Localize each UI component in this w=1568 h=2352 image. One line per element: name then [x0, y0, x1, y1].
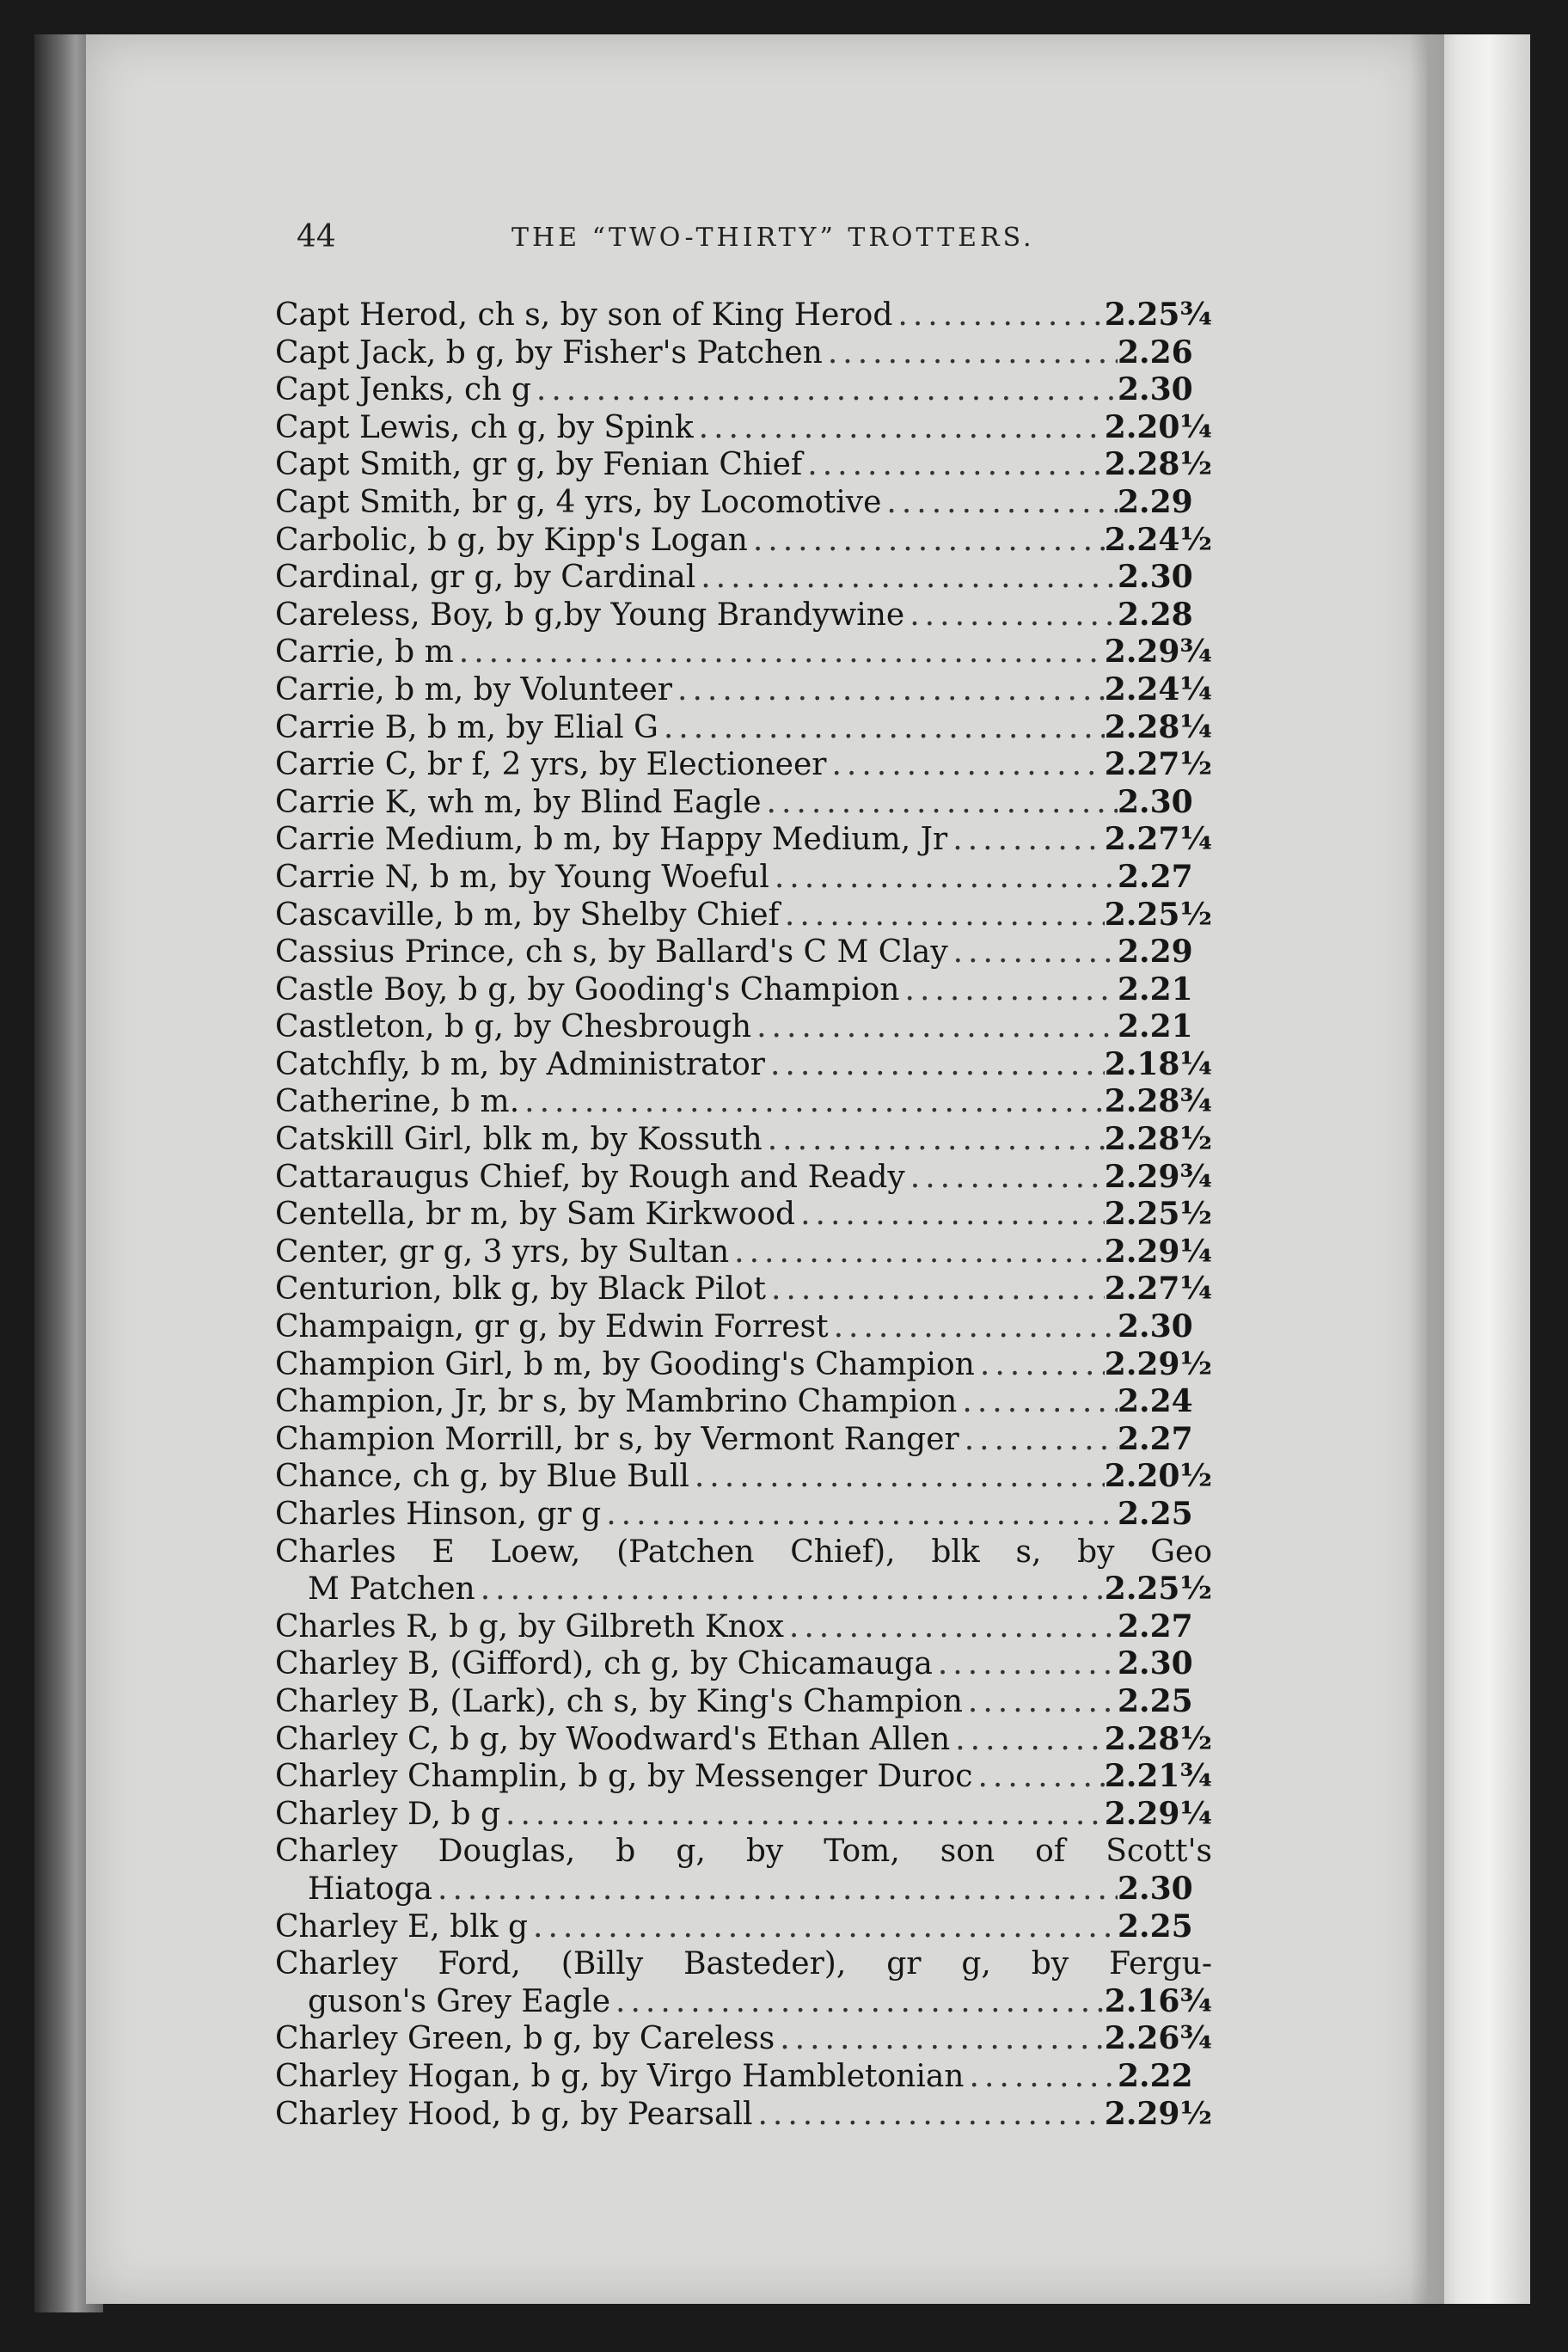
entry-name: Champion Girl, b m, by Gooding's Champion	[275, 1346, 975, 1382]
dot-leader	[823, 334, 1118, 372]
trotter-entry	[275, 1121, 1212, 1159]
trotter-entry	[275, 1458, 1212, 1496]
entry-name: Center, gr g, 3 yrs, by Sultan	[275, 1234, 730, 1270]
entry-name: Cardinal, gr g, by Cardinal	[275, 560, 696, 596]
dot-leader	[933, 1645, 1118, 1683]
trotter-entry	[275, 1908, 1212, 1946]
entry-name: Carbolic, b g, by Kipp's Logan	[275, 522, 748, 558]
entry-name: Capt Jack, b g, by Fisher's Patchen	[275, 334, 823, 371]
entry-time: 2.25	[1118, 1496, 1193, 1532]
entry-time: 2.29¾	[1104, 1158, 1212, 1195]
entry-name: Cattaraugus Chief, by Rough and Ready	[275, 1159, 905, 1195]
entry-name: Champion, Jr, br s, by Mambrino Champion	[275, 1384, 958, 1420]
dot-leader	[900, 971, 1118, 1009]
dot-leader	[972, 1758, 1104, 1796]
entry-time: 2.29	[1118, 934, 1193, 971]
entry-time: 2.25	[1118, 1682, 1193, 1719]
entry-name-continuation: Hiatoga	[308, 1871, 433, 1907]
trotter-entry	[275, 1383, 1212, 1421]
entry-time: 2.25½	[1104, 1196, 1212, 1233]
trotter-entry	[275, 971, 1212, 1009]
entry-name: Cascaville, b m, by Shelby Chief	[275, 897, 780, 933]
dot-leader	[795, 1196, 1105, 1234]
dot-leader	[975, 1346, 1105, 1384]
dot-leader	[748, 522, 1105, 560]
entry-time: 2.30	[1118, 1308, 1193, 1345]
dot-leader	[904, 597, 1118, 634]
trotter-entry	[275, 1833, 1212, 1908]
entry-name: Chance, ch g, by Blue Bull	[275, 1459, 689, 1495]
entry-name: Champion Morrill, br s, by Vermont Ranger	[275, 1421, 959, 1457]
dot-leader	[959, 1421, 1118, 1459]
trotter-entry	[275, 1008, 1212, 1046]
entry-name: Charles R, b g, by Gilbreth Knox	[275, 1608, 784, 1645]
entry-time: 2.27¼	[1104, 821, 1212, 858]
entry-time: 2.26¾	[1104, 2020, 1212, 2057]
trotter-entry	[275, 784, 1212, 822]
entry-time: 2.25½	[1104, 1571, 1212, 1608]
entry-name: Charley Ford, (Billy Basteder), gr g, by Fergu-	[275, 1946, 1212, 1982]
entry-name: Carrie, b m, by Volunteer	[275, 671, 673, 707]
trotter-entry	[275, 2096, 1212, 2134]
dot-leader	[763, 1121, 1105, 1159]
trotter-entry	[275, 821, 1212, 859]
trotter-entry	[275, 522, 1212, 560]
page-gutter-shadow	[1410, 34, 1444, 2304]
entry-name: Charley E, blk g	[275, 1908, 529, 1945]
dot-leader	[672, 671, 1105, 709]
entry-time: 2.16¾	[1104, 1982, 1212, 2019]
dot-leader	[752, 2096, 1104, 2134]
entry-time: 2.22	[1118, 2057, 1193, 2094]
trotter-entry	[275, 1083, 1212, 1121]
entry-name: Carrie B, b m, by Elial G	[275, 709, 658, 745]
entry-name: Charley B, (Lark), ch s, by King's Champion	[275, 1683, 963, 1719]
dot-leader	[957, 1383, 1118, 1421]
entry-time: 2.18¼	[1104, 1045, 1212, 1082]
entry-name: Castleton, b g, by Chesbrough	[275, 1009, 752, 1045]
entry-name: Carrie K, wh m, by Blind Eagle	[275, 784, 762, 820]
entry-name: Champaign, gr g, by Edwin Forrest	[275, 1309, 829, 1345]
entry-time: 2.24½	[1104, 521, 1212, 558]
entry-name: Charley Green, b g, by Careless	[275, 2021, 775, 2057]
running-title: THE “TWO-THIRTY” TROTTERS.	[511, 223, 1035, 253]
entry-time: 2.21	[1118, 1008, 1193, 1045]
entry-time: 2.29½	[1104, 1345, 1212, 1382]
entry-continuation-line	[275, 1871, 1212, 1908]
trotter-entry	[275, 1796, 1212, 1834]
entry-time: 2.25½	[1104, 896, 1212, 933]
trotter-entry	[275, 1346, 1212, 1384]
entry-name: Capt Smith, br g, 4 yrs, by Locomotive	[275, 484, 882, 520]
dot-leader	[729, 1234, 1105, 1271]
entry-time: 2.27¼	[1104, 1271, 1212, 1308]
dot-leader	[695, 559, 1118, 597]
dot-leader	[947, 821, 1105, 859]
entry-time: 2.20½	[1104, 1458, 1212, 1495]
trotter-entry	[275, 1608, 1212, 1646]
trotter-entry	[275, 1683, 1212, 1721]
trotter-entry	[275, 409, 1212, 447]
entry-name: Carrie, b m	[275, 634, 454, 671]
trotter-entry	[275, 1421, 1212, 1459]
trotter-entry	[275, 2020, 1212, 2058]
dot-leader	[826, 746, 1104, 784]
trotter-entry	[275, 1271, 1212, 1308]
entry-name: Charley Douglas, b g, by Tom, son of Scott's	[275, 1834, 1212, 1870]
dot-leader	[965, 2058, 1118, 2096]
dot-leader	[658, 709, 1105, 747]
entry-time: 2.27	[1118, 858, 1193, 895]
entry-name: Carrie Medium, b m, by Happy Medium, Jr	[275, 822, 948, 858]
entry-time: 2.28	[1118, 596, 1193, 633]
trotter-entry	[275, 709, 1212, 747]
entry-time: 2.30	[1118, 1645, 1193, 1682]
trotter-entry	[275, 1308, 1212, 1346]
trotter-entry	[275, 597, 1212, 634]
entry-name: Centella, br m, by Sam Kirkwood	[275, 1197, 796, 1233]
dot-leader	[694, 409, 1105, 447]
trotter-entry	[275, 634, 1212, 671]
entry-time: 2.30	[1118, 1870, 1193, 1907]
entry-name: Charley D, b g	[275, 1796, 501, 1832]
dot-leader	[751, 1008, 1118, 1046]
dot-leader	[500, 1796, 1105, 1834]
dot-leader	[775, 2020, 1105, 2058]
entry-name: Catskill Girl, blk m, by Kossuth	[275, 1122, 763, 1158]
entry-time: 2.21	[1118, 971, 1193, 1008]
trotter-entry	[275, 446, 1212, 484]
entry-time: 2.26	[1118, 334, 1193, 371]
dot-leader	[475, 1571, 1105, 1608]
dot-leader	[881, 484, 1118, 522]
entry-time: 2.29¼	[1104, 1795, 1212, 1832]
dot-leader	[454, 634, 1105, 671]
trotter-entry	[275, 671, 1212, 709]
entry-continuation-line	[275, 1983, 1212, 2021]
entry-name: Charley B, (Gifford), ch g, by Chicamauga	[275, 1646, 933, 1682]
trotter-entry	[275, 559, 1212, 597]
entry-name: Charley Hood, b g, by Pearsall	[275, 2096, 753, 2132]
trotter-entry	[275, 334, 1212, 372]
entry-time: 2.28¼	[1104, 708, 1212, 745]
dot-leader	[769, 859, 1118, 897]
entry-name: Capt Smith, gr g, by Fenian Chief	[275, 447, 803, 483]
dot-leader	[432, 1871, 1118, 1908]
entry-name: Capt Lewis, ch g, by Spink	[275, 409, 694, 445]
entry-name: Centurion, blk g, by Black Pilot	[275, 1271, 766, 1308]
entry-name: Capt Herod, ch s, by son of King Herod	[275, 297, 893, 333]
entry-name: Careless, Boy, b g,by Young Brandywine	[275, 597, 905, 633]
dot-leader	[689, 1458, 1105, 1496]
entry-time: 2.29¼	[1104, 1233, 1212, 1270]
entry-time: 2.28½	[1104, 1121, 1212, 1158]
entry-name: Charley Hogan, b g, by Virgo Hambletonian	[275, 2058, 965, 2094]
entry-name: Castle Boy, b g, by Gooding's Champion	[275, 971, 900, 1008]
entry-time: 2.30	[1118, 371, 1193, 408]
dot-leader	[528, 1908, 1118, 1946]
entry-name: Charley Champlin, b g, by Messenger Duroc	[275, 1759, 973, 1795]
entry-time: 2.27	[1118, 1608, 1193, 1645]
entry-time: 2.24¼	[1104, 671, 1212, 707]
entry-name: Carrie C, br f, 2 yrs, by Electioneer	[275, 747, 827, 783]
dot-leader	[762, 784, 1118, 822]
entry-time: 2.25	[1118, 1908, 1193, 1945]
trotter-entry	[275, 859, 1212, 897]
entry-time: 2.27	[1118, 1420, 1193, 1457]
dot-leader	[766, 1271, 1105, 1308]
entry-time: 2.28¾	[1104, 1083, 1212, 1120]
page-number: 44	[297, 219, 336, 254]
entry-name: Carrie N, b m, by Young Woeful	[275, 859, 769, 895]
trotter-entry	[275, 297, 1212, 334]
dot-leader	[519, 1083, 1105, 1121]
entry-name: Cassius Prince, ch s, by Ballard's C M Clay	[275, 934, 948, 971]
trotter-entry	[275, 484, 1212, 522]
entry-time: 2.24	[1118, 1383, 1193, 1420]
dot-leader	[802, 446, 1105, 484]
entry-name-continuation: guson's Grey Eagle	[308, 1983, 611, 2019]
trotter-entry	[275, 1945, 1212, 2020]
trotter-entry	[275, 1534, 1212, 1608]
trotter-entry	[275, 897, 1212, 934]
trotter-entry	[275, 1758, 1212, 1796]
dot-leader	[780, 897, 1105, 934]
entry-time: 2.28½	[1104, 1720, 1212, 1757]
entry-time: 2.21¾	[1104, 1758, 1212, 1795]
entry-time: 2.20¼	[1104, 408, 1212, 445]
dot-leader	[601, 1496, 1118, 1534]
entry-name-continuation: M Patchen	[308, 1571, 475, 1608]
dot-leader	[531, 371, 1118, 409]
entry-time: 2.29	[1118, 483, 1193, 520]
dot-leader	[963, 1683, 1118, 1721]
trotter-entry	[275, 2058, 1212, 2096]
entry-time: 2.30	[1118, 559, 1193, 596]
entry-time: 2.30	[1118, 783, 1193, 820]
entry-name: Charley C, b g, by Woodward's Ethan Allen	[275, 1721, 951, 1757]
trotter-entry	[275, 934, 1212, 971]
entry-time: 2.27½	[1104, 746, 1212, 783]
trotter-entry	[275, 1196, 1212, 1234]
trotter-entry	[275, 1159, 1212, 1197]
dot-leader	[892, 297, 1104, 334]
entry-name: Catherine, b m.	[275, 1084, 520, 1120]
trotter-entry	[275, 1645, 1212, 1683]
trotter-entry	[275, 1721, 1212, 1759]
page-header	[297, 219, 1199, 262]
dot-leader	[765, 1046, 1105, 1084]
dot-leader	[905, 1159, 1105, 1197]
trotter-entry	[275, 1046, 1212, 1084]
entry-name: Capt Jenks, ch g	[275, 372, 531, 408]
trotter-entry	[275, 1496, 1212, 1534]
trotter-entry	[275, 1234, 1212, 1271]
dot-leader	[829, 1308, 1118, 1346]
entry-time: 2.28½	[1104, 446, 1212, 483]
trotter-entry	[275, 371, 1212, 409]
trotter-record-list	[275, 297, 1212, 2133]
entry-name: Charles Hinson, gr g	[275, 1497, 602, 1532]
dot-leader	[950, 1721, 1105, 1759]
trotter-entry	[275, 746, 1212, 784]
entry-time: 2.29¾	[1104, 634, 1212, 671]
entry-name: Charles E Loew, (Patchen Chief), blk s, by Geo	[275, 1534, 1212, 1570]
dot-leader	[948, 934, 1118, 971]
dot-leader	[784, 1608, 1118, 1646]
entry-name: Catchfly, b m, by Administrator	[275, 1046, 765, 1082]
dot-leader	[610, 1983, 1105, 2021]
entry-time: 2.25¾	[1104, 297, 1212, 333]
entry-continuation-line	[275, 1571, 1212, 1608]
entry-time: 2.29½	[1104, 2095, 1212, 2132]
